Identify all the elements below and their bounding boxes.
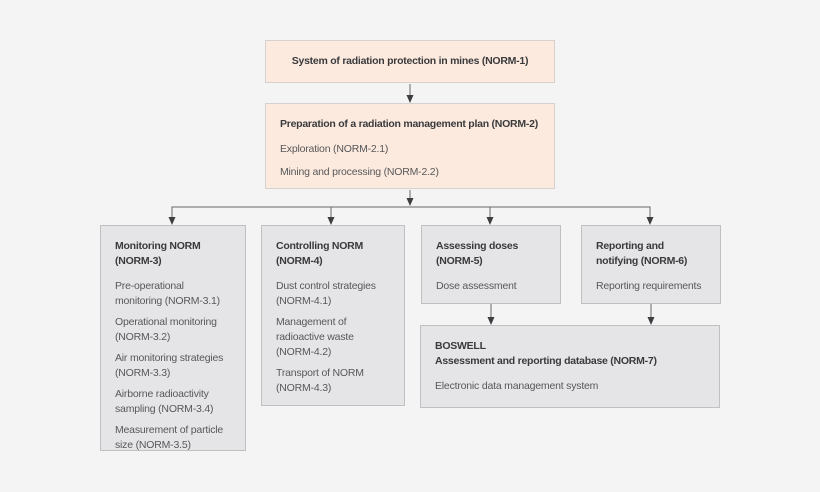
node-norm7-item: Electronic data management system [435, 380, 599, 392]
node-norm5 [421, 225, 561, 304]
branch-bar [169, 207, 654, 225]
node-norm2-item: Mining and processing (NORM-2.2) [280, 166, 439, 178]
node-norm4-item: Management of radioactive waste (NORM-4.2) [276, 316, 354, 358]
node-norm2-title: Preparation of a radiation management plan (NORM-2) [280, 118, 538, 130]
node-norm7-title-line1: BOSWELL [435, 340, 486, 352]
node-norm1 [265, 40, 555, 83]
node-norm5-item: Dose assessment [436, 280, 517, 292]
connector-norm5-norm7 [488, 304, 495, 325]
node-norm4 [261, 225, 405, 406]
node-norm1-title: System of radiation protection in mines (NORM-1) [291, 55, 529, 67]
node-norm2-items [280, 142, 542, 180]
node-norm4-item: Dust control strategies (NORM-4.1) [276, 280, 376, 307]
node-norm3-item: Airborne radioactivity sampling (NORM-3.4) [115, 388, 214, 415]
node-norm3-item: Air monitoring strategies (NORM-3.3) [115, 352, 224, 379]
node-norm7-items [435, 379, 707, 394]
node-norm3-title: Monitoring NORM (NORM-3) [115, 240, 201, 267]
node-norm6-items [596, 279, 708, 294]
node-norm5-items [436, 279, 548, 294]
connector-norm1-norm2 [407, 84, 414, 103]
node-norm7 [420, 325, 720, 408]
node-norm3-item: Pre-operational monitoring (NORM-3.1) [115, 280, 220, 307]
node-norm3 [100, 225, 246, 451]
node-norm3-item: Measurement of particle size (NORM-3.5) [115, 424, 224, 451]
node-norm6-title: Reporting and notifying (NORM-6) [596, 240, 688, 267]
node-norm6-item: Reporting requirements [596, 280, 702, 292]
node-norm5-title: Assessing doses (NORM-5) [436, 240, 519, 267]
node-norm2 [265, 103, 555, 189]
node-norm3-items [115, 279, 233, 453]
connector-norm6-norm7 [648, 304, 655, 325]
node-norm6 [581, 225, 721, 304]
node-norm3-item: Operational monitoring (NORM-3.2) [115, 316, 217, 343]
connector-norm2-branch [407, 190, 414, 206]
node-norm4-item: Transport of NORM (NORM-4.3) [276, 367, 364, 394]
node-norm7-title-line2: Assessment and reporting database (NORM-7) [435, 355, 657, 367]
node-norm2-item: Exploration (NORM-2.1) [280, 143, 389, 155]
node-norm4-items [276, 279, 392, 396]
node-norm4-title: Controlling NORM (NORM-4) [276, 240, 363, 267]
